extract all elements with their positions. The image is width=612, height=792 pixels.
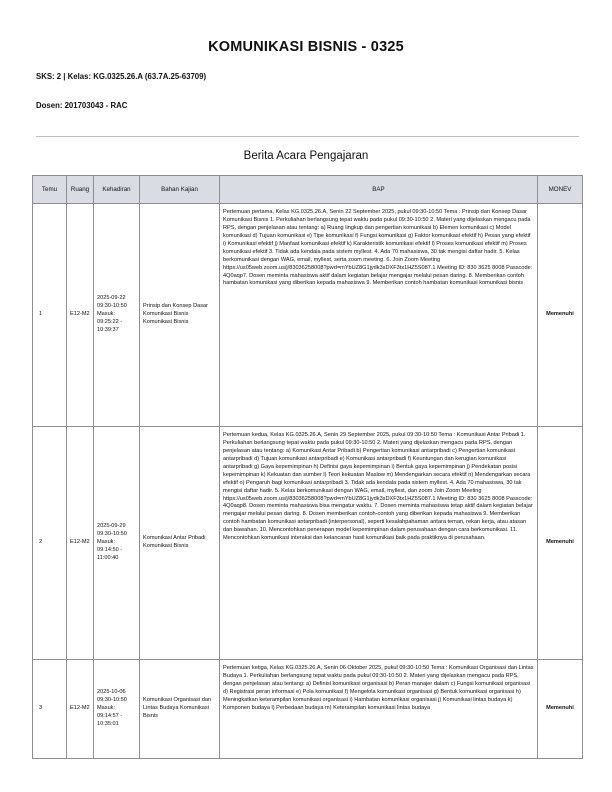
table-row [33,427,583,660]
cell-bap [220,204,538,427]
table-row [33,660,583,759]
cell-temu: 1 [33,204,67,427]
cell-ruang: E12-M2 [67,204,94,427]
cell-kehadiran: 2025-10-06 09:30-10:50 Masuk: 09:14:57 - 10:35:01 [94,660,140,759]
course-info-line: SKS: 2 | Kelas: KG.0325.26.A (63.7A.25-63709) [36,72,207,81]
cell-monev: Memenuhi [538,427,583,660]
table-header-row [33,176,583,204]
cell-monev: Memenuhi [538,204,583,427]
cell-ruang: E12-M2 [67,660,94,759]
bap-text: Pertemuan kedua, Kelas KG.0325.26.A, Senin 29 September 2025, pukul 09:30-10:50 Tema : Komunikasi Antar Pribadi 1. Perkuliahan berlangsung tepat waktu pada pukul 09:30-10:50 2. Materi yang dijelaskan mengacu pada RPS, dengan penjelasan atau tentang: a) Komunikasi Antar Pribadi b) Pengertian komunikasi antarpribadi c) Pengertian komunikasi antarpribadi d) Tujuan komunikasi antarpribadi e) Komunikasi antarpribadi f) Keuntungan dan kerugian komunikasi antarpribadi g) Gaya kepemimpinan h) Definisi gaya kepemimpinan i) Bentuk gaya kepemimpinan j) Pendekatan posisi kepemimpinan k) Kekuatan dan sumber l) Teori kekuatan Maslow m) Mendengarkan secara efektif n) Mendengarkan secara efektif o) Pengaruh bagi komunikasi antarpribadi 3. Tidak ada kendala pada sistem myllest. 4. Ada 70 mahasiswa, 30 tak mengisi daftar hadir. 5. Kelas berkomunikasi dengan WAG, email, myllest, dan zoom Join Zoom Meeting https://us05web.zoom.us/j/83036258008?pwd=mYbUZ8G1jydk3sDXF3tx1HZ5S087.1 Meeting ID: 830 3625 8008 Passcode: 4Q0aqp8. Dosen meminta mahasiswa bisa mengatur waktu. 7. Dosen meminta mahasiswa tetap aktif dalam kegiatan belajar mengajar melalui pesan daring. 8. Dosen memberikan contoh-contoh yang diberikan kepada mahasiswa 9. Memberikan contoh hambatan komunikasi antarpribadi (interpersonal), seperti kesalahpahaman antara teman, rekan kerja, atau atasan dan bawahan. 10. Mencontohkan penerapan model kepemimpinan dalam perusahaan dengan cara berkomunikasi. 11. Mencontohkan komunikasi interaksi dan kelancaran hasil komunikasi baik pada praktiknya di perusahaan. [223,432,533,542]
cell-kehadiran: 2025-09-22 09:30-10:50 Masuk: 09:25:22 - 10:39:37 [94,204,140,427]
col-header-monev: MONEV [538,176,583,204]
section-title: Berita Acara Pengajaran [243,150,369,162]
bap-text: Pertemuan pertama, Kelas KG.0325.26.A, Senin 22 September 2025, pukul 09:30-10:50 Tema : Prinsip dan Konsep Dasar Komunikasi Bisnis 1. Perkuliahan berlangsung tepat waktu pada pukul 09:30-10:50 2. Materi yang dijelaskan mengacu pada RPS, dengan penjelasan atau tentang: a) Ruang lingkup dan pengertian komunikasi b) Elemen komunikasi c) Model komunikasi d) Tujuan komunikasi e) Tipe komunikasi f) Fungsi komunikasi g) Faktor komunikasi efektif h) Pesan yang efektif i) Komunikasi efektif j) Manfaat komunikasi efektif k) Karakteristik komunikasi efektif l) Proses komunikasi efektif m) Proses komunikasi efektif 3. Tidak ada kendala pada sistem myllest. 4. Ada 70 mahasiswa, 30 tak mengisi daftar hadir. 5. Kelas berkomunikasi dengan WAG, email, myllest, serta zoom meeting. 6. Join Zoom Meeting https://us05web.zoom.us/j/83036258008?pwd=mYbUZ8G1jydk3sDXF3tx1HZ5S087.1 Meeting ID: 830 3625 8008 Passcode: 4Q0aqp7. Dosen meminta mahasiswa aktif dalam kegiatan belajar mengajar melalui pesan daring. 8. Memberikan contoh hambatan komunikasi yang diberikan kepada mahasiswa 9. Memberikan contoh hambatan komunikasi komunikasi bisnis [223,209,533,287]
table-row [33,204,583,427]
teaching-record-table [32,175,583,759]
col-header-ruang: Ruang [67,176,94,204]
cell-kehadiran: 2025-09-29 09:30-10:50 Masuk: 09:14:50 - 11:00:40 [94,427,140,660]
course-title: KOMUNIKASI BISNIS - 0325 [208,39,404,55]
bap-text: Pertemuan ketiga, Kelas KG.0325.26.A, Senin 06 Oktober 2025, pukul 09:30-10:50 Tema : Komunikasi Organisasi dan Lintas Budaya 1. Perkuliahan berlangsung tepat waktu pada pukul 09:30-10:50 2. Materi yang dijelaskan mengacu pada RPS, dengan penjelasan atau tentang: a) Definisi komunikasi organisasi b) Peran manajer dalam c) Fungsi komunikasi organisasi d) Registrasi peran informasi e) Pola komunikasi f) Mengelola komunikasi organisasi g) Bentuk komunikasi organisasi h) Meningkatkan keterampilan komunikasi organisasi i) Hambatan komunikasi organisasi j) Komunikasi lintas budaya k) Komponen budaya l) Perbedaan budaya m) Keterampilan komunikasi lintas budaya [223,665,534,711]
lecturer-line: Dosen: 201703043 - RAC [36,101,128,110]
cell-bap [220,427,538,660]
cell-bap [220,660,538,759]
cell-bahan-kajian: Komunikasi Organisasi dan Lintas Budaya Komunikasi Bisnis [140,660,220,759]
cell-ruang: E12-M2 [67,427,94,660]
cell-bahan-kajian: Prinsip dan Konsep Dasar Komunikasi Bisnis Komunikasi Bisnis [140,204,220,427]
cell-monev: Memenuhi [538,660,583,759]
col-header-bahan-kajian: Bahan Kajian [140,176,220,204]
cell-bahan-kajian: Komunikasi Antar Pribadi Komunikasi Bisnis [140,427,220,660]
cell-temu: 2 [33,427,67,660]
cell-temu: 3 [33,660,67,759]
col-header-kehadiran: Kehadiran [94,176,140,204]
col-header-bap: BAP [220,176,538,204]
col-header-temu: Temu [33,176,67,204]
header-divider [36,136,579,137]
